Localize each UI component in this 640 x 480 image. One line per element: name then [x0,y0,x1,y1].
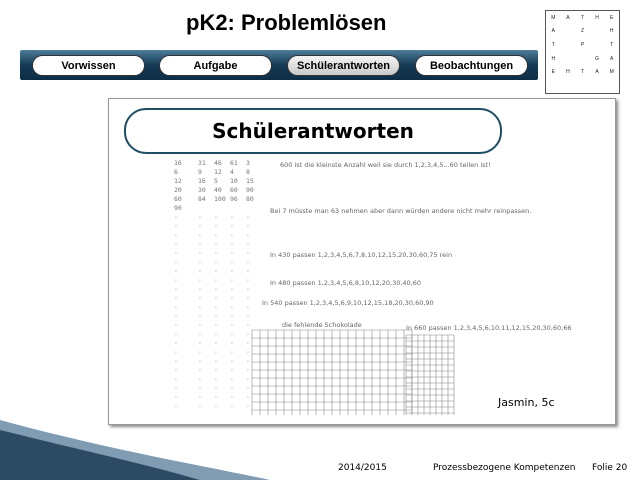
scan-tick: · [246,321,250,329]
scan-tick: · [246,258,250,266]
scan-tick: · [230,258,234,266]
logo-letter: Z [580,28,585,35]
logo-letter: T [580,14,585,21]
scan-number: 9 [198,168,202,176]
scan-tick: · [230,294,234,302]
logo-letter: H [609,28,614,35]
scan-tick: · [174,321,178,329]
scan-tick: · [198,285,202,293]
logo-letter: H [595,14,599,21]
scan-tick: · [214,249,218,257]
logo-letter: M [609,69,614,76]
scan-tick: · [214,258,218,266]
logo-letter: M [551,14,556,21]
scan-number: 3 [246,159,250,167]
scan-line-4: In 660 passen 1,2,3,4,5,6,10,11,12,15,20,30,60,66 [406,324,572,332]
scan-tick: · [246,357,250,365]
scan-number: 40 [214,186,222,194]
logo-letter: A [566,14,570,21]
scan-tick: · [230,321,234,329]
scan-tick: · [198,213,202,221]
scan-tick: · [174,384,178,392]
scan-tick: · [174,357,178,365]
scan-number: 80 [246,195,254,203]
scan-number: 12 [214,168,222,176]
scan-tick: · [198,249,202,257]
scan-number: 46 [214,159,222,167]
scan-tick: · [214,393,218,401]
scan-number: 16 [174,159,182,167]
scan-number: 84 [198,195,206,203]
scan-tick: · [230,240,234,248]
logo-letter: T [610,42,614,49]
scan-tick: · [174,240,178,248]
logo-letter: A [551,28,555,35]
logo-letter [590,25,605,39]
scan-tick: · [230,213,234,221]
scan-tick: · [246,402,250,410]
scan-tick: · [246,294,250,302]
scan-number: 6 [174,168,178,176]
logo-letter [575,52,590,66]
scan-tick: · [174,393,178,401]
scan-tick: · [198,357,202,365]
scan-tick: · [246,213,250,221]
scan-tick: · [214,285,218,293]
scan-tick: · [214,222,218,230]
scan-tick: · [198,402,202,410]
scan-tick: · [174,330,178,338]
scan-tick: · [230,366,234,374]
scan-number: 90 [174,204,182,212]
scan-tick: · [198,276,202,284]
logo-letter: P [580,42,585,49]
student-caption: Jasmin, 5c [498,396,555,409]
scan-line-1: In 430 passen 1,2,3,4,5,6,7,8,10,12,15,20,30,60,75 rein [270,251,453,259]
student-work-scan [170,155,610,417]
scan-tick: · [246,348,250,356]
footer-topic: Prozessbezogene Kompetenzen [433,463,576,473]
scan-tick: · [198,303,202,311]
scan-tick: · [230,375,234,383]
scan-tick: · [230,267,234,275]
scan-number: 12 [174,177,182,185]
scan-tick: · [246,312,250,320]
scan-tick: · [214,357,218,365]
scan-tick: · [214,366,218,374]
footer-year: 2014/2015 [338,463,387,473]
scan-tick: · [230,285,234,293]
scan-number: 5 [214,177,218,185]
logo-letter: A [610,55,614,62]
scan-tick: · [174,285,178,293]
scan-tick: · [246,330,250,338]
scan-tick: · [246,267,250,275]
scan-tick: · [246,276,250,284]
scan-tick: · [174,348,178,356]
logo-letter: H [566,69,570,76]
scan-number: 31 [198,159,206,167]
scan-number: 20 [174,186,182,194]
scan-tick: · [246,339,250,347]
logo-letter [561,52,576,66]
scan-number: 4 [230,168,234,176]
scan-tick: · [230,312,234,320]
navigation-bar [20,50,538,80]
scan-tick: · [230,402,234,410]
scan-tick: · [214,294,218,302]
scan-tick: · [198,258,202,266]
scan-tick: · [214,213,218,221]
logo-letter [590,38,605,52]
scan-tick: · [214,276,218,284]
scan-tick: · [246,285,250,293]
scan-tick: · [174,312,178,320]
scan-tick: · [198,267,202,275]
scan-tick: · [214,384,218,392]
scan-tick: · [198,240,202,248]
scan-tick: · [230,222,234,230]
scan-tick: · [246,393,250,401]
scan-tick: · [174,276,178,284]
scan-table-title: die fehlende Schokolade [282,321,362,329]
logo-letter: T [551,42,555,49]
scan-tick: · [198,375,202,383]
scan-tick: · [230,303,234,311]
logo-letter: A [595,69,599,76]
scan-tick: · [198,339,202,347]
section-heading: Schülerantworten [124,108,502,154]
logo-letter: H [551,55,556,62]
scan-number: 60 [230,186,238,194]
scan-tick: · [214,402,218,410]
scan-tick: · [174,339,178,347]
scan-tick: · [246,231,250,239]
scan-top-note: 600 ist die kleinste Anzahl weil sie durch 1,2,3,4,5...60 teilen ist! [280,161,491,169]
scan-tick: · [246,366,250,374]
logo-letter [561,25,576,39]
scan-number: 8 [246,168,250,176]
scan-tick: · [230,357,234,365]
scan-tick: · [214,339,218,347]
scan-tick: · [230,249,234,257]
scan-tick: · [198,231,202,239]
slide-title: pK2: Problemlösen [186,10,387,35]
tab-aufgabe[interactable]: Aufgabe [159,55,272,76]
scan-tick: · [174,267,178,275]
scan-tick: · [174,222,178,230]
logo-letter: E [551,69,555,76]
scan-number: 60 [174,195,182,203]
scan-tick: · [174,249,178,257]
scan-tick: · [174,303,178,311]
scan-tick: · [174,231,178,239]
scan-tick: · [174,258,178,266]
scan-tick: · [230,348,234,356]
scan-line-3: In 540 passen 1,2,3,4,5,6,9,10,12,15,18,20,30,60,90 [262,299,434,307]
scan-tick: · [174,375,178,383]
scan-tick: · [198,294,202,302]
logo-letter: T [580,69,585,76]
scan-number: 96 [230,195,238,203]
scan-tick: · [214,231,218,239]
scan-number: 10 [230,177,238,185]
tab-schuelerantworten[interactable]: Schülerantworten [287,55,400,76]
scan-tick: · [198,312,202,320]
footer-slide-number: Folie 20 [592,463,628,473]
scan-number: 16 [198,177,206,185]
scan-tick: · [214,348,218,356]
scan-tick: · [198,393,202,401]
scan-note-2: Bei 7 müsste man 63 nehmen aber dann würden andere nicht mehr reinpassen. [270,207,532,215]
scan-tick: · [174,366,178,374]
logo-letter: G [595,55,600,62]
mathe-logo [545,10,620,94]
scan-tick: · [214,375,218,383]
scan-tick: · [174,402,178,410]
scan-tick: · [214,267,218,275]
scan-tick: · [230,276,234,284]
scan-tick: · [174,294,178,302]
scan-line-2: In 480 passen 1,2,3,4,5,6,8,10,12,20,30,40,60 [270,279,422,287]
scan-tick: · [214,303,218,311]
scan-tick: · [230,393,234,401]
scan-tick: · [198,222,202,230]
scan-tick: · [246,240,250,248]
scan-tick: · [230,330,234,338]
scan-tick: · [246,384,250,392]
scan-tick: · [214,240,218,248]
scan-tick: · [230,339,234,347]
scan-tick: · [246,375,250,383]
scan-tick: · [246,249,250,257]
scan-tick: · [246,303,250,311]
scan-tick: · [198,321,202,329]
scan-number: 100 [214,195,226,203]
scan-number: 30 [198,186,206,194]
scan-tick: · [214,312,218,320]
scan-tick: · [214,321,218,329]
logo-letter [561,38,576,52]
scan-tick: · [198,366,202,374]
tab-beobachtungen[interactable]: Beobachtungen [415,55,528,76]
scan-number: 61 [230,159,238,167]
scan-tick: · [198,330,202,338]
tab-vorwissen[interactable]: Vorwissen [32,55,145,76]
scan-number: 15 [246,177,254,185]
scan-number: 90 [246,186,254,194]
scan-tick: · [246,222,250,230]
scan-tick: · [198,348,202,356]
scan-tick: · [230,384,234,392]
scan-tick: · [214,330,218,338]
scan-tick: · [174,213,178,221]
scan-tick: · [198,384,202,392]
logo-letter: E [610,14,614,21]
scan-tick: · [230,231,234,239]
